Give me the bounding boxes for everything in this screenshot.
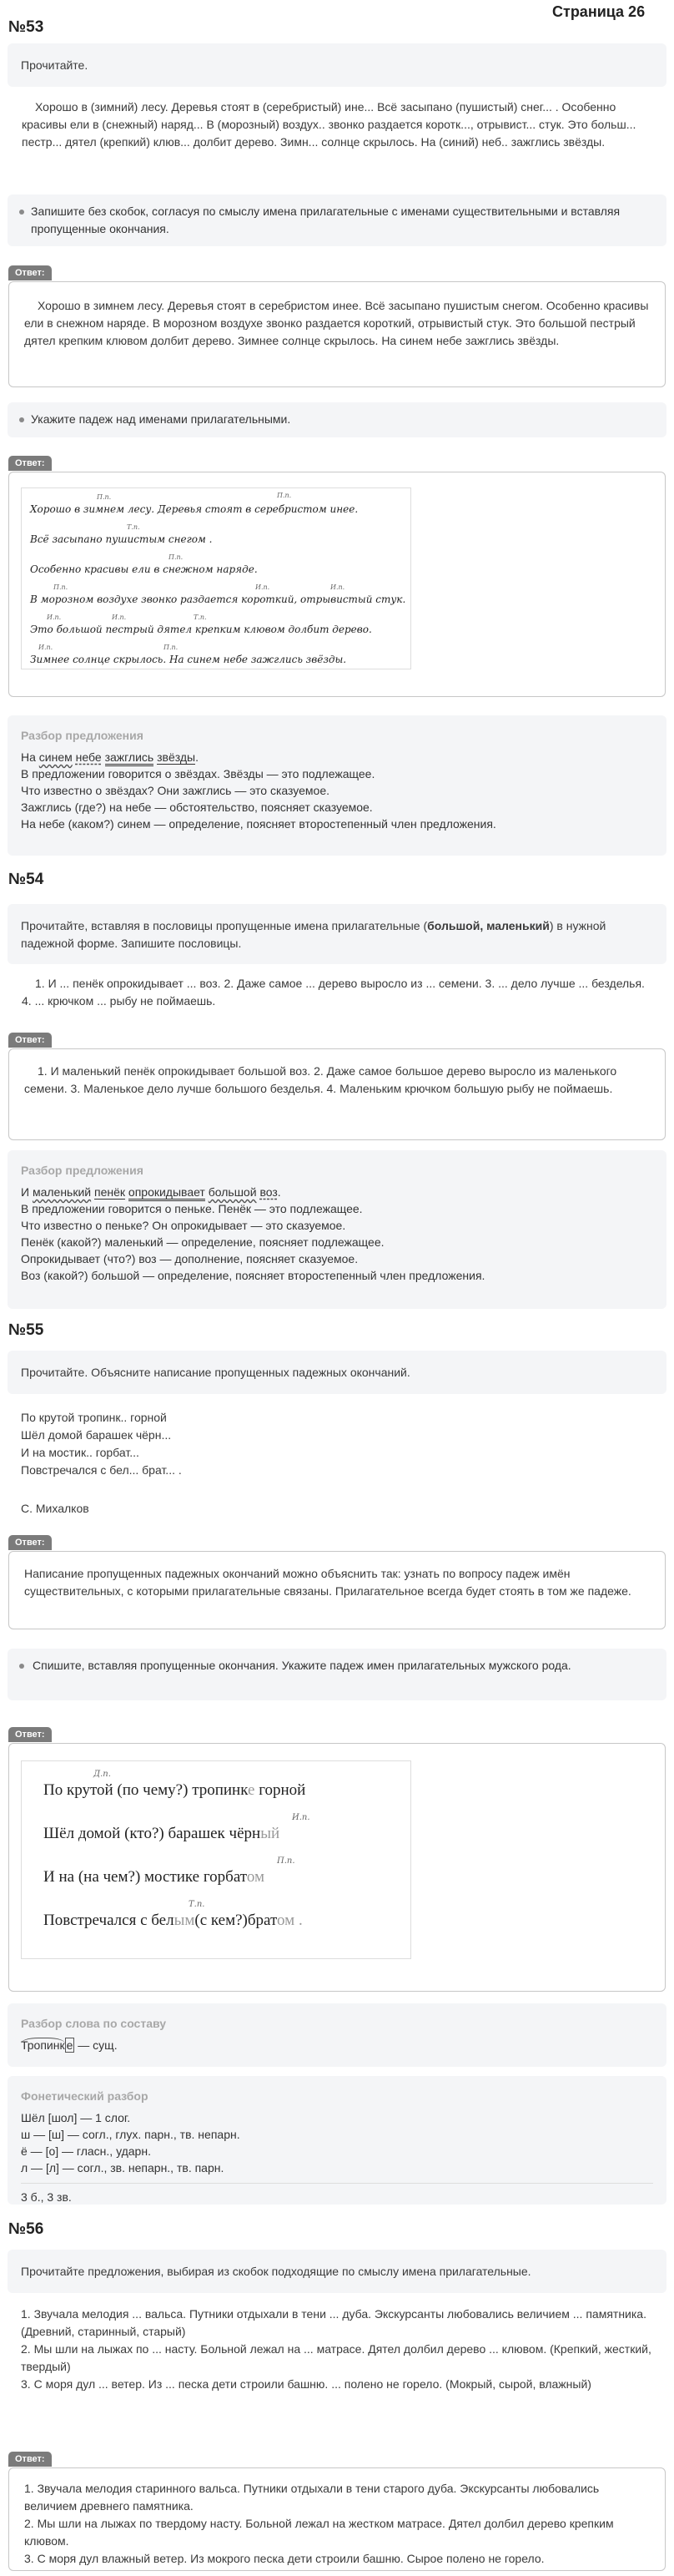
razbor-line: Что известно о пеньке? Он опрокидывает — это сказуемое. [21,1219,346,1232]
case-mark: П.п. [163,644,179,651]
phonetic-count: 3 б., 3 зв. [21,2190,72,2204]
case-mark: И.п. [255,583,270,591]
task-part: Прочитайте, вставляя в пословицы пропущенные имена прилагательные ( [21,919,428,932]
case-mark: П.п. [168,553,184,561]
task-bullet [8,194,666,246]
task-text: Укажите падеж над именами прилагательными. [31,412,291,426]
case-mark: И.п. [112,614,127,621]
razbor-title: Разбор предложения [21,1164,143,1177]
razbor-line: Зажглись (где?) на небе — обстоятельство, поясняет сказуемое. [21,801,373,814]
hw-line: И на (на чем?) мостике горбатом [43,1868,265,1886]
phonetic-line: л — [л] — согл., зв. непарн., тв. парн. [21,2161,224,2174]
word-root: Тропинк [21,2038,65,2052]
exercise-number-53: №53 [8,18,44,36]
task-box [8,1351,666,1394]
sostav-title: Разбор слова по составу [21,2017,167,2030]
phonetic-box [8,2076,666,2205]
task-text: Прочитайте предложения, выбирая из скобок подходящие по смыслу имена прилагательные. [21,2265,531,2278]
answer-label: Ответ: [8,1033,52,1048]
sentence-part: И [21,1185,33,1199]
answer-line: 2. Мы шли на лыжах по твердому насту. Больной лежал на жестком матрасе. Дятел долбил дерево крепким клювом. [24,2517,614,2548]
case-mark: Т.п. [127,523,140,531]
answer-line: 1. Звучала мелодия старинного вальса. Путники отдыхали в тени старого дуба. Экскурсанты любовались величием древнего памятника. [24,2482,600,2513]
object-word: воз [259,1185,278,1199]
exercise-line: 1. Звучала мелодия ... вальса. Путники отдыхали в тени ... дуба. Экскурсанты любовались величием ... памятника. (Древний, старинный, старый) [21,2307,646,2338]
answer-label: Ответ: [8,1727,52,1742]
exercise-number-55: №55 [8,1321,44,1339]
razbor-line: В предложении говорится о звёздах. Звёзды — это подлежащее. [21,767,375,780]
phonetic-line: ш — [ш] — согл., глух. парн., тв. непарн. [21,2128,240,2141]
task-text: Запишите без скобок, согласуя по смыслу имена прилагательные с именами существительными и вставляя пропущенные окончания. [31,205,621,235]
adverbial-word: небе [75,750,102,764]
hand-line: Это большой пестрый дятел крепким клювом долбит дерево. [30,624,372,635]
razbor-line: Воз (какой?) большой — определение, поясняет второстепенный член предложения. [21,1269,485,1282]
sentence-part [102,750,105,764]
razbor-line: Что известно о звёздах? Они зажглись — это сказуемое. [21,784,330,797]
hand-line: Хорошо в зимнем лесу. Деревья стоят в серебристом инее. [30,503,359,515]
exercise-text: 1. И ... пенёк опрокидывает ... воз. 2. Даже самое ... дерево выросло из ... семени. 3. ... дело лучше ... безделья. 4. ... крючком ... рыбу не поймаешь. [22,977,645,1008]
subject-word: звёзды [157,750,196,764]
poem-line: И на мостик.. горбат... [21,1446,139,1459]
case-mark: Т.п. [194,614,207,621]
case-mark: П.п. [277,492,292,499]
hw-line: Шёл домой (кто?) барашек чёрный [43,1825,280,1842]
task-text [21,917,653,952]
case-mark: Д.п. [93,1770,111,1779]
hand-line: В морозном воздухе звонко раздается короткий, отрывистый стук. [30,593,406,605]
task-box [8,43,666,87]
case-mark: И.п. [47,614,62,621]
subject-word: пенёк [94,1185,126,1199]
word-ending: е [66,2038,73,2052]
answer-text: Написание пропущенных падежных окончаний можно объяснить так: узнать по вопросу падеж имён существительных, с которыми прилагательные связаны. Прилагательное всегда будет стоять в том же падеже. [24,1567,631,1598]
poem-line: По крутой тропинк.. горной [21,1411,167,1424]
answer-box [8,1551,666,1629]
case-mark: Т.п. [189,1900,205,1909]
razbor-line: Опрокидывает (что?) воз — дополнение, поясняет сказуемое. [21,1252,359,1265]
case-mark: П.п. [97,493,112,501]
bullet-icon [19,417,24,422]
exercise-text [21,2306,655,2393]
hand-line: Всё засыпано пушистым снегом . [30,533,213,545]
razbor-sentence [21,749,653,765]
hand-line: Особенно красивы ели в снежном наряде. [30,563,258,575]
answer-box [8,2467,666,2571]
case-mark: И.п. [38,644,53,651]
word-part: — сущ. [74,2038,118,2052]
exercise-number-54: №54 [8,871,44,888]
razbor-line: Пенёк (какой?) маленький — определение, поясняет подлежащее. [21,1235,385,1249]
task-text: Спишите, вставляя пропущенные окончания. Укажите падеж имен прилагательных мужского рода. [33,1659,571,1672]
poem-author: С. Михалков [21,1502,89,1515]
answer-box [8,1743,666,1992]
bullet-icon [19,210,24,215]
razbor-line: В предложении говорится о пеньке. Пенёк — это подлежащее. [21,1202,363,1215]
exercise-text: Хорошо в (зимний) лесу. Деревья стоят в (серебристый) ине... Всё засыпано (пушистый) снег... . Особенно красивы ели в (снежный) наряд... В (морозный) воздух.. звонко раздается коротк..., отрывист... стук. Это больш... пестр... дятел (крепкий) клюв... долбит дерево. Зимн... солнце скрылось. На (синий) неб.. зажглись звёзды. [22,100,636,149]
razbor-box [8,715,666,856]
answer-label: Ответ: [8,456,52,471]
answer-box [8,281,666,387]
answer-box [8,1048,666,1140]
task-bullet [8,1649,666,1700]
razbor-box [8,1150,666,1309]
hand-line: Зимнее солнце скрылось. На синем небе зажглись звёзды. [30,654,347,665]
handwritten-image [21,487,411,669]
poem-line: Шёл домой барашек чёрн... [21,1428,172,1442]
task-part: ) в нужной падежной форме. Запишите пословицы. [21,919,606,950]
task-text: Прочитайте. Объясните написание пропущенных падежных окончаний. [21,1366,410,1379]
bullet-icon [19,1664,24,1669]
case-mark: П.п. [53,583,68,591]
poem-line: Повстречался с бел... брат... . [21,1463,182,1477]
hw-line: По крутой (по чему?) тропинке горной [43,1781,306,1799]
sostav-box [8,2003,666,2067]
sentence-part: . [195,750,199,764]
sostav-word [21,2037,653,2053]
answer-label: Ответ: [8,265,52,280]
exercise-line: 3. С моря дул ... ветер. Из ... песка дети строили башню. ... полено не горело. (Мокрый, сырой, влажный) [21,2377,591,2391]
phonetic-title: Фонетический разбор [21,2089,148,2103]
page-label: Страница 26 [552,3,646,20]
case-mark: И.п. [292,1813,310,1822]
poem [21,1409,182,1479]
case-mark: И.п. [330,583,345,591]
exercise-line: 2. Мы шли на лыжах по ... насту. Больной лежал на ... матрасе. Дятел долбил дерево ... клювом. (Крепкий, жесткий, твердый) [21,2342,651,2373]
answer-box [8,472,666,697]
task-text: Прочитайте. [21,58,88,72]
exercise-number-56: №56 [8,2220,44,2238]
answer-label: Ответ: [8,2452,52,2467]
razbor-line: На небе (каком?) синем — определение, поясняет второстепенный член предложения. [21,817,496,831]
answer-text: Хорошо в зимнем лесу. Деревья стоят в серебристом инее. Всё засыпано пушистым снегом. Особенно красивы ели в снежном наряде. В морозном воздухе звонко раздается короткий, отрывистый стук. Это большой пестрый дятел крепким клювом долбит дерево. Зимнее солнце скрылось. На синем небе зажглись звёзды. [24,299,649,347]
sentence-part: На [21,750,39,764]
phonetic-line: ё — [о] — гласн., ударн. [21,2144,151,2158]
answer-text: 1. И маленький пенёк опрокидывает большой воз. 2. Даже самое большое дерево выросло из маленького семени. 3. Маленькое дело лучше большого безделья. 4. Маленьким крючком большую рыбу не поймаешь. [24,1064,617,1095]
task-bullet [8,402,666,437]
task-bold: большой, маленький [427,919,550,932]
answer-line: 3. С моря дул влажный ветер. Из мокрого песка дети строили башню. Сырое полено не горело. [24,2552,545,2565]
predicate-word: зажглись [105,750,154,766]
attribute-word: большой [208,1185,257,1199]
task-box [8,904,666,964]
case-mark: П.п. [277,1856,295,1866]
hw-line: Повстречался с белым(с кем?)братом . [43,1912,303,1929]
attribute-word: маленький [32,1185,92,1199]
phonetic-line: Шёл [шол] — 1 слог. [21,2111,131,2124]
razbor-sentence [21,1184,653,1200]
answer-label: Ответ: [8,1535,52,1550]
predicate-word: опрокидывает [128,1185,205,1201]
attribute-word: синем [38,750,73,764]
handwritten-image [21,1760,411,1959]
razbor-title: Разбор предложения [21,729,143,742]
sentence-part: . [277,1185,281,1199]
task-box [8,2250,666,2293]
